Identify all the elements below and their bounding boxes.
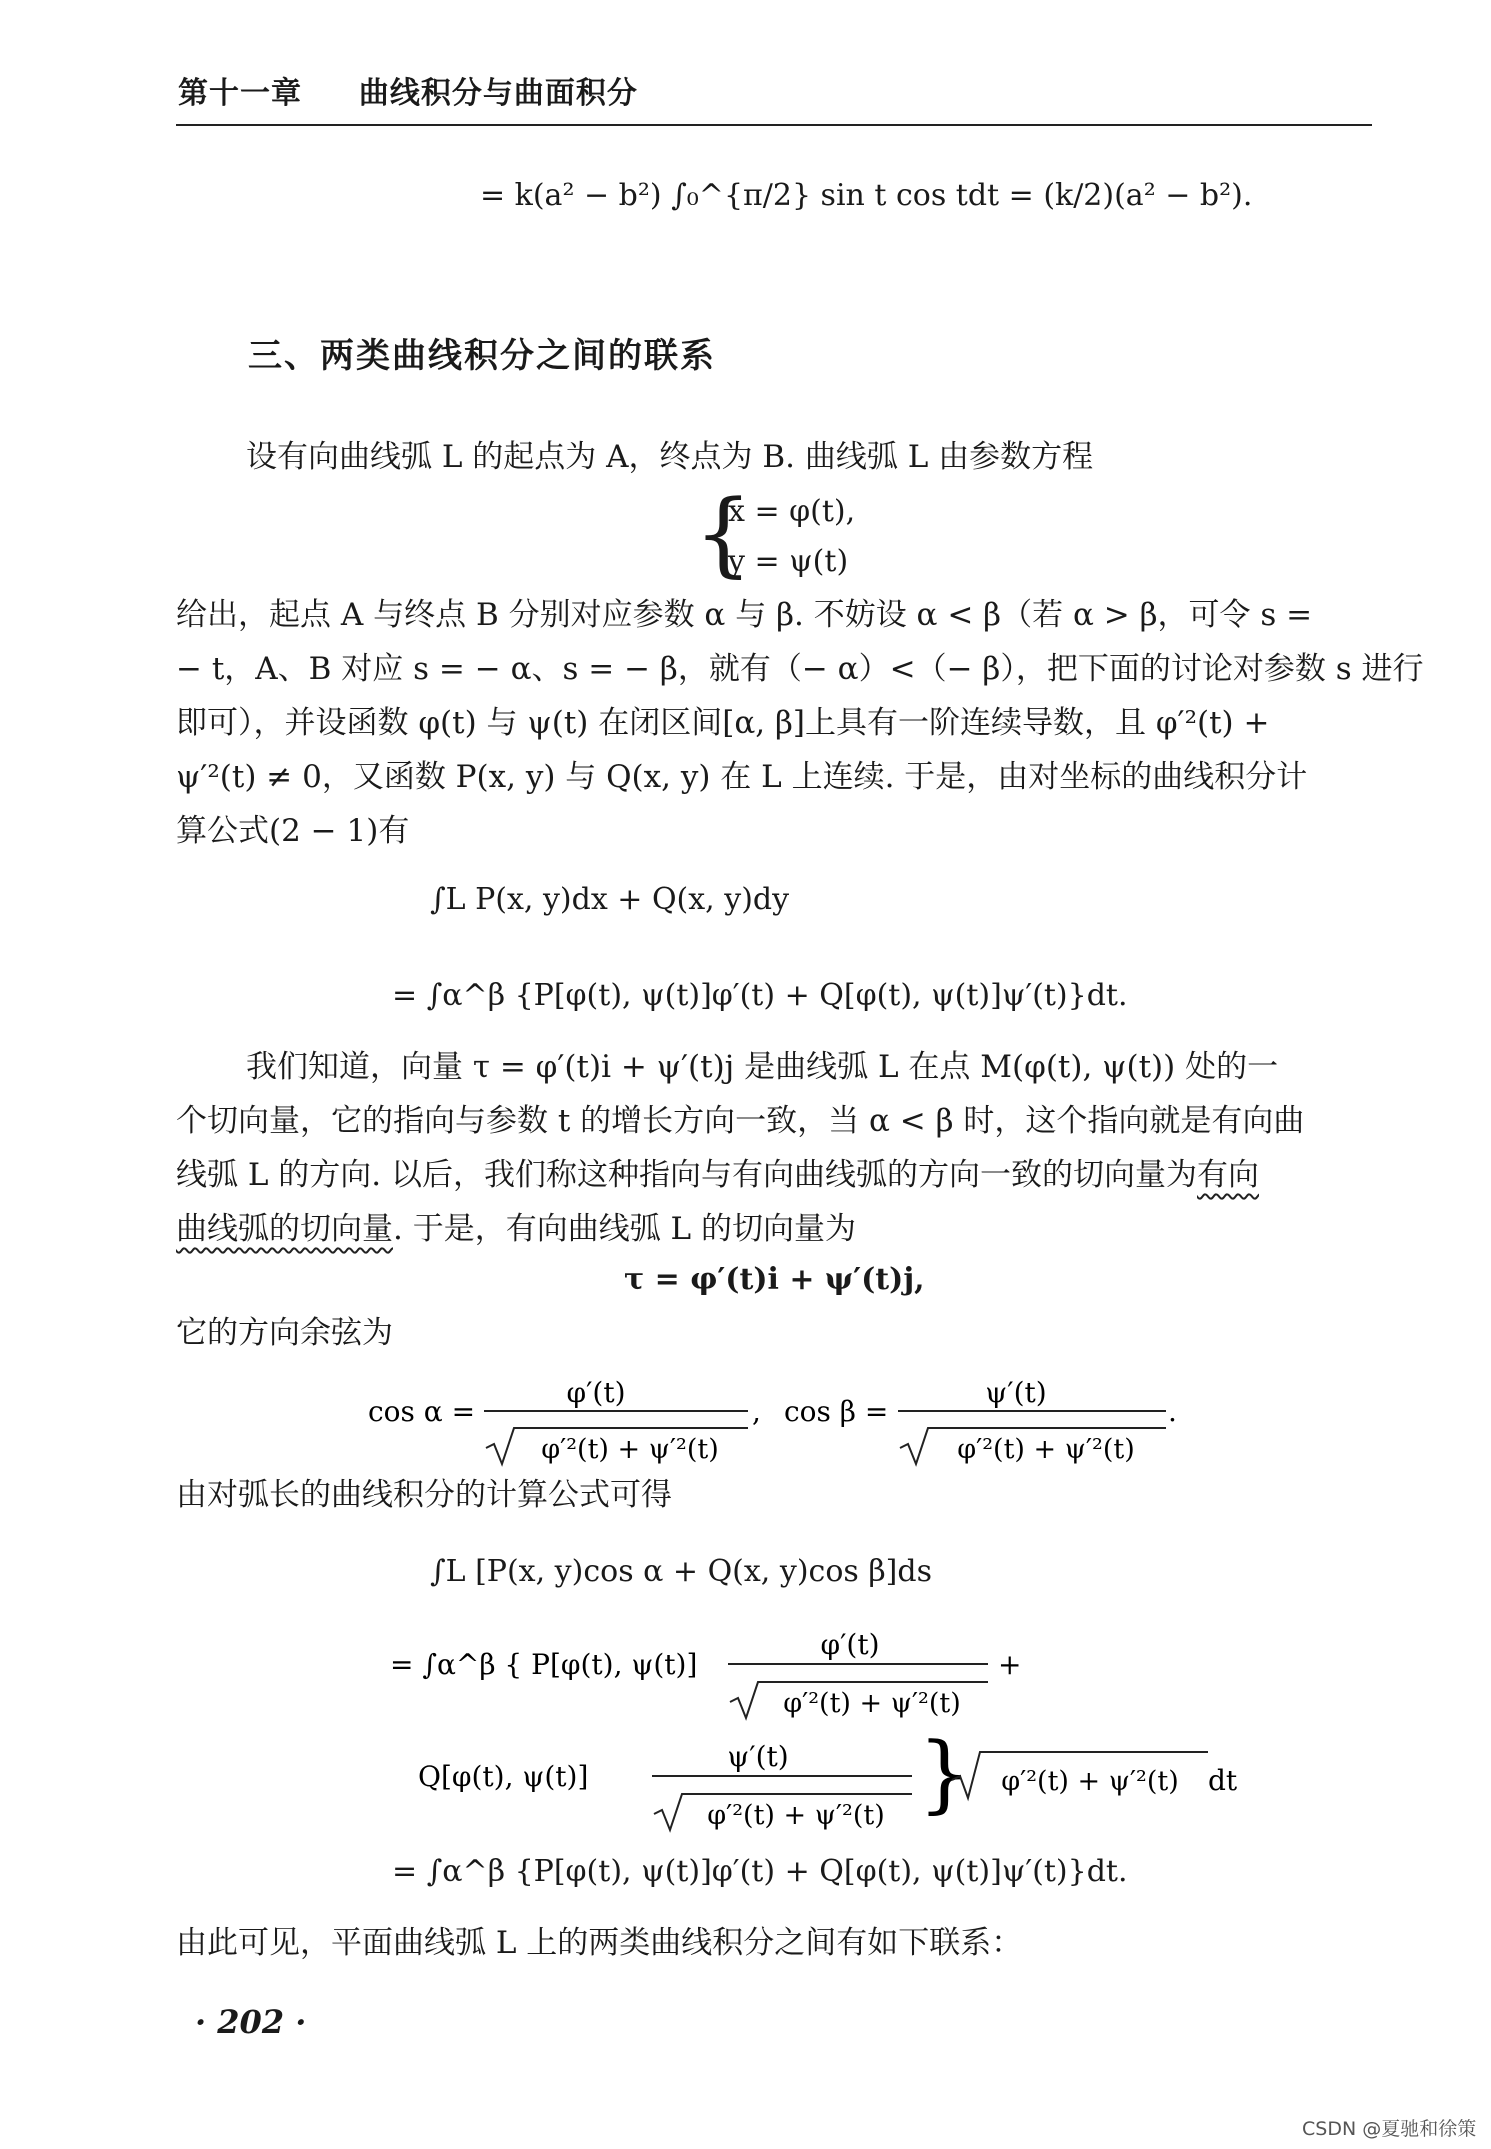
eq2-line3-denominator: φ′²(t) + ψ′²(t) — [707, 1800, 885, 1831]
equation-1-line-1: ∫L P(x, y)dx + Q(x, y)dy — [430, 882, 790, 917]
paragraph-2-line: 给出，起点 A 与终点 B 分别对应参数 α 与 β. 不妨设 α < β（若 α > β，可令 s = — [176, 597, 1313, 633]
cos-alpha-label: cos α = — [368, 1395, 476, 1428]
eq2-line2-numerator: φ′(t) — [820, 1628, 880, 1661]
paragraph-3-line-2: 个切向量，它的指向与参数 t 的增长方向一致，当 α < β 时，这个指向就是有向曲 — [176, 1103, 1305, 1139]
cos-alpha-denominator: φ′²(t) + ψ′²(t) — [541, 1434, 719, 1465]
eq2-line3-suffix: dt — [1208, 1764, 1238, 1797]
eq2-line3-sqrt: φ′²(t) + ψ′²(t) — [1001, 1766, 1179, 1797]
param-line-1: x = φ(t), — [728, 494, 856, 529]
equation-1-line-2: = ∫α^β {P[φ(t), ψ(t)]φ′(t) + Q[φ(t), ψ(t)]ψ′(t)}dt. — [392, 978, 1128, 1013]
direction-cosine-equation — [360, 1364, 1180, 1474]
term-tangent-vector-part2: 曲线弧的切向量 — [176, 1211, 393, 1247]
paragraph-6: 由此可见，平面曲线弧 L 上的两类曲线积分之间有如下联系： — [176, 1925, 1023, 1961]
cos-beta-denominator: φ′²(t) + ψ′²(t) — [957, 1434, 1135, 1465]
equation-top-text: = k(a² − b²) ∫₀^{π/2} sin t cos tdt = (k/2)(a² − b²). — [480, 178, 1253, 213]
running-header — [178, 68, 638, 112]
eq2-line3-numerator: ψ′(t) — [727, 1740, 789, 1773]
equation-2-line-3 — [412, 1730, 1252, 1850]
paragraph-3-line-3: 线弧 L 的方向. 以后，我们称这种指向与有向曲线弧的方向一致的切向量为有向 — [176, 1157, 1259, 1193]
param-equation — [694, 480, 914, 592]
cos-beta-label: cos β = — [784, 1395, 889, 1428]
watermark: CSDN @夏驰和徐策 — [1302, 2118, 1477, 2140]
tau-equation: τ = φ′(t)i + ψ′(t)j, — [624, 1262, 925, 1297]
brace-icon: { — [694, 480, 753, 587]
paragraph-3-line-4: 曲线弧的切向量. 于是，有向曲线弧 L 的切向量为 — [176, 1211, 857, 1247]
paragraph-5: 由对弧长的曲线积分的计算公式可得 — [176, 1477, 672, 1513]
paragraph-4: 它的方向余弦为 — [176, 1315, 393, 1351]
paragraph-2-line: 算公式(2 − 1)有 — [176, 813, 410, 849]
eq2-line2-prefix: = ∫α^β { P[φ(t), ψ(t)] — [390, 1648, 698, 1681]
eq2-line3-prefix: Q[φ(t), ψ(t)] — [418, 1760, 589, 1793]
paragraph-2 — [176, 588, 1423, 858]
paragraph-2-line: ψ′²(t) ≠ 0，又函数 P(x, y) 与 Q(x, y) 在 L 上连续. 于是，由对坐标的曲线积分计 — [176, 759, 1308, 795]
paragraph-2-line: 即可），并设函数 φ(t) 与 ψ(t) 在闭区间[α, β]上具有一阶连续导数，且 φ′²(t) + — [176, 705, 1270, 741]
chapter-title: 曲线积分与曲面积分 — [358, 76, 638, 111]
eq2-line2-denominator: φ′²(t) + ψ′²(t) — [783, 1688, 961, 1719]
cos-beta-numerator: ψ′(t) — [985, 1376, 1047, 1409]
header-rule — [176, 124, 1372, 126]
equation-2-line-2 — [380, 1618, 1080, 1738]
section-heading: 三、两类曲线积分之间的联系 — [248, 336, 716, 376]
equation-2-line-4: = ∫α^β {P[φ(t), ψ(t)]φ′(t) + Q[φ(t), ψ(t)]ψ′(t)}dt. — [392, 1854, 1128, 1889]
equation-2-line-1: ∫L [P(x, y)cos α + Q(x, y)cos β]ds — [430, 1554, 932, 1589]
chapter-label: 第十一章 — [178, 76, 302, 111]
right-brace-icon: } — [918, 1730, 972, 1822]
period: . — [1168, 1395, 1177, 1428]
equation-top — [480, 178, 1252, 213]
paragraph-3-line-1: 我们知道，向量 τ = φ′(t)i + ψ′(t)j 是曲线弧 L 在点 M(φ(t), ψ(t)) 处的一 — [246, 1049, 1279, 1085]
param-line-2: y = ψ(t) — [728, 544, 849, 579]
paragraph-1: 设有向曲线弧 L 的起点为 A，终点为 B. 曲线弧 L 由参数方程 — [246, 439, 1094, 475]
paragraph-3 — [176, 1040, 1304, 1256]
term-tangent-vector-part1: 有向 — [1197, 1157, 1259, 1193]
eq2-line2-suffix: + — [998, 1648, 1022, 1681]
comma: , — [752, 1395, 761, 1428]
page-number: · 202 · — [195, 2003, 307, 2041]
paragraph-2-line: − t，A、B 对应 s = − α、s = − β，就有（− α）<（− β），把下面的讨论对参数 s 进行 — [176, 651, 1424, 687]
cos-alpha-numerator: φ′(t) — [566, 1376, 626, 1409]
